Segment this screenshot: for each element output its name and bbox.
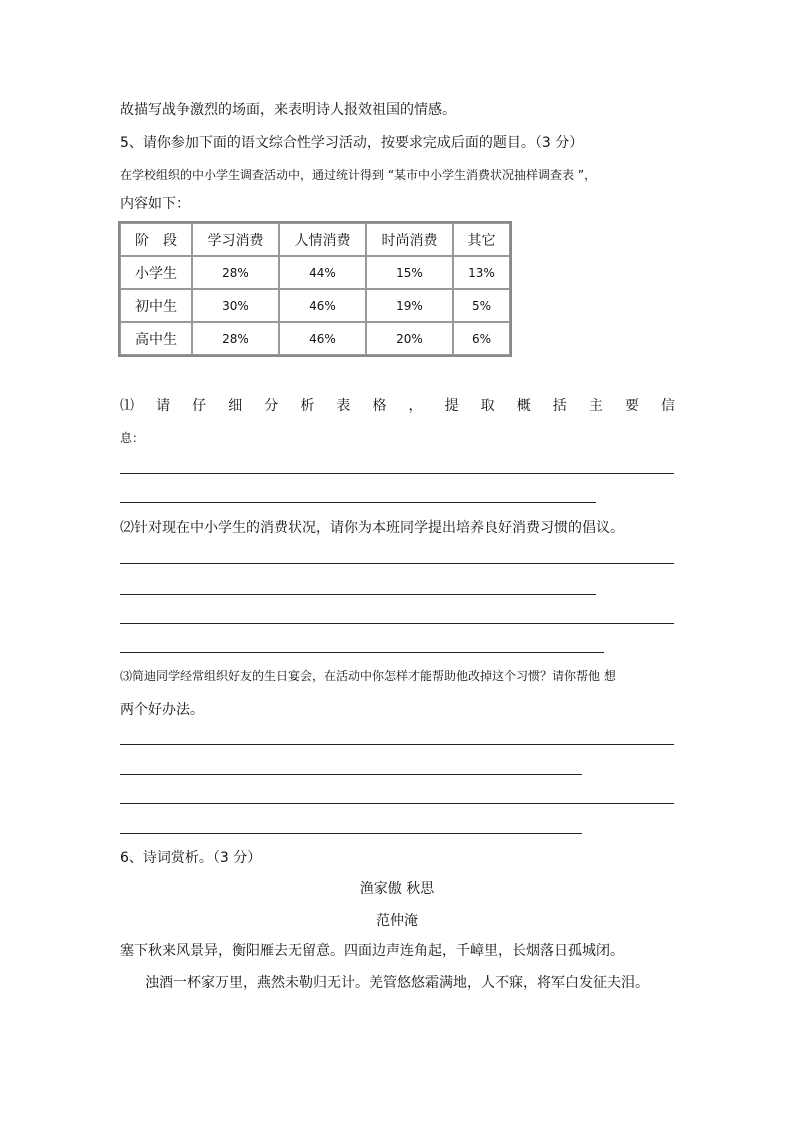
sub-question-3-line-2: 两个好办法。: [120, 702, 204, 718]
poem-author: 范仲淹: [376, 913, 418, 929]
prompt-char: 要: [624, 398, 639, 414]
prompt-char: ，: [408, 398, 423, 414]
prompt-char: 细: [228, 398, 243, 414]
paragraph-ending: 故描写战争激烈的场面，来表明诗人报效祖国的情感。: [120, 102, 456, 118]
poem-line-2: 浊酒一杯家万里，燕然未勒归无计。羌管悠悠霜满地，人不寐，将军白发征夫泪。: [145, 975, 649, 991]
sub-question-1-tail: 息：: [120, 431, 145, 445]
answer-line: [120, 744, 674, 745]
prompt-char: 括: [552, 398, 567, 414]
answer-line: [120, 502, 596, 503]
sub-question-2: ⑵针对现在中小学生的消费状况，请你为本班同学提出培养良好消费习惯的倡议。: [120, 520, 624, 536]
sub-question-3-line-1: ⑶简迪同学经常组织好友的生日宴会，在活动中你怎样才能帮助他改掉这个习惯？请你帮他 想: [120, 669, 616, 683]
table-cell: 28%: [192, 256, 279, 289]
header-cell: 人情消费: [279, 223, 366, 256]
prompt-char: 主: [588, 398, 603, 414]
table-cell: 高中生: [120, 322, 192, 355]
prompt-char: 分: [264, 398, 279, 414]
table-cell: 小学生: [120, 256, 192, 289]
prompt-char: 表: [336, 398, 351, 414]
answer-line: [120, 623, 674, 624]
prompt-char: 格: [372, 398, 387, 414]
table-cell: 6%: [453, 322, 510, 355]
table-row: [120, 322, 510, 355]
prompt-char: 信: [660, 398, 675, 414]
header-cell: 学习消费: [192, 223, 279, 256]
table-cell: 13%: [453, 256, 510, 289]
consumption-survey-table: [118, 221, 512, 357]
header-cell: 时尚消费: [366, 223, 453, 256]
question-5-intro-2: 内容如下：: [120, 196, 190, 212]
answer-line: [120, 833, 582, 834]
prompt-char: 请: [156, 398, 171, 414]
question-5-intro: 在学校组织的中小学生调查活动中，通过统计得到 “某市中小学生消费状况抽样调查表 ”，: [120, 168, 597, 182]
question-5-title: 5、请你参加下面的语文综合性学习活动，按要求完成后面的题目。（3 分）: [120, 135, 584, 151]
table-cell: 15%: [366, 256, 453, 289]
prompt-char: 概: [516, 398, 531, 414]
table-cell: 28%: [192, 322, 279, 355]
answer-line: [120, 563, 674, 564]
table-cell: 46%: [279, 289, 366, 322]
answer-line: [120, 594, 596, 595]
header-cell: 其它: [453, 223, 510, 256]
poem-line-1: 塞下秋来风景异，衡阳雁去无留意。四面边声连角起，千嶂里，长烟落日孤城闭。: [120, 943, 624, 959]
table-cell: 46%: [279, 322, 366, 355]
header-cell: 阶 段: [120, 223, 192, 256]
answer-line: [120, 652, 604, 653]
prompt-char: 仔: [192, 398, 207, 414]
table-cell: 20%: [366, 322, 453, 355]
table-cell: 30%: [192, 289, 279, 322]
prompt-char: 提: [444, 398, 459, 414]
question-6-title: 6、诗词赏析。（3 分）: [120, 850, 262, 866]
poem-title: 渔家傲 秋思: [359, 881, 435, 897]
table-cell: 19%: [366, 289, 453, 322]
table-row: [120, 256, 510, 289]
table-cell: 44%: [279, 256, 366, 289]
answer-line: [120, 473, 674, 474]
prompt-char: 取: [480, 398, 495, 414]
sub-question-1-prompt: [120, 396, 675, 416]
table-header-row: [120, 223, 510, 256]
prompt-char: 析: [300, 398, 315, 414]
table-row: [120, 289, 510, 322]
table-cell: 初中生: [120, 289, 192, 322]
answer-line: [120, 774, 582, 775]
table-cell: 5%: [453, 289, 510, 322]
prompt-char: ⑴: [120, 398, 134, 414]
answer-line: [120, 803, 674, 804]
